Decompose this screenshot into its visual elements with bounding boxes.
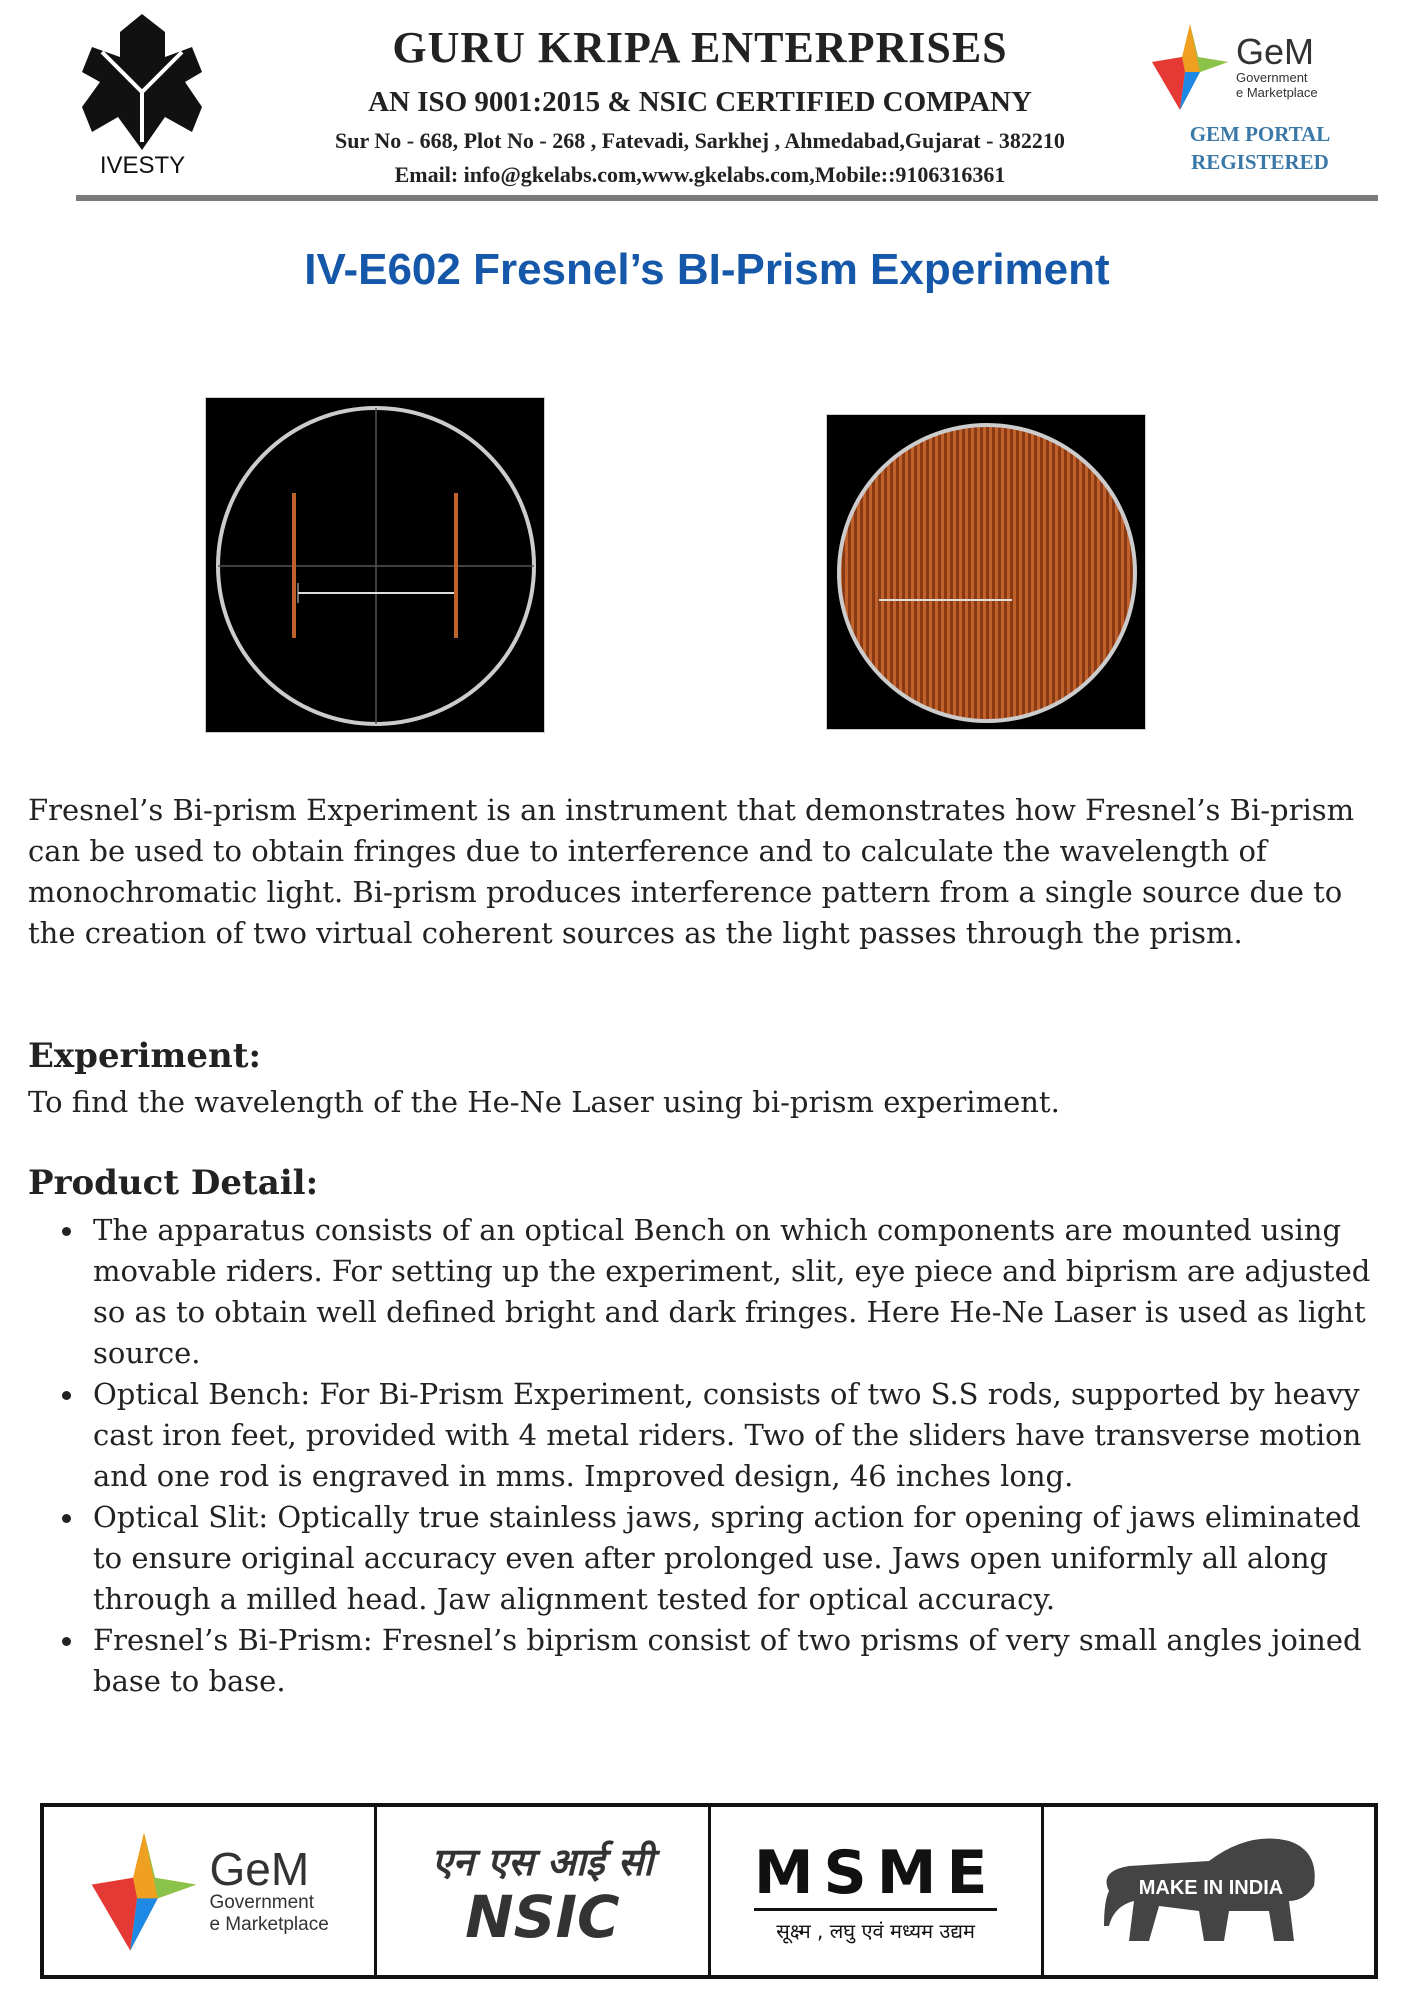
nsic-name: NSIC	[465, 1883, 620, 1951]
certification-logos	[40, 1803, 1378, 1979]
list-item: Optical Bench: For Bi-Prism Experiment, consists of two S.S rods, supported by heavy cast iron feet, provided with 4 metal riders. Two of the sliders have transverse motion and one rod is engraved in mms. Improved design, 46 inches long.	[28, 1374, 1398, 1497]
gem-registered	[1165, 120, 1355, 176]
gem-name: GeM	[1236, 31, 1315, 72]
list-item: Optical Slit: Optically true stainless jaws, spring action for opening of jaws eliminated to ensure original accuracy even after prolonged use. Jaws open uniformly all along through a milled head. Jaw alignment tested for optical accuracy.	[28, 1497, 1398, 1620]
experiment-text: To find the wavelength of the He-Ne Laser using bi-prism experiment.	[28, 1085, 1060, 1119]
gem-line1: Government	[1236, 70, 1308, 85]
gem-registered-line1: GEM PORTAL	[1189, 122, 1331, 146]
intro-paragraph: Fresnel’s Bi-prism Experiment is an instrument that demonstrates how Fresnel’s Bi-prism can be used to obtain fringes due to interference and to calculate the wavelength of monochromatic light. Bi-prism produces interference pattern from a single source due to the creation of two virtual coherent sources as the light passes through the prism.	[28, 793, 1355, 950]
nsic-hindi: एन एस आई सी	[431, 1840, 654, 1884]
experiment-heading: Experiment:	[28, 1036, 262, 1076]
gem-line1: Government	[209, 1892, 314, 1913]
msme-hindi: सूक्ष्म , लघु एवं मध्यम उद्यम	[776, 1919, 975, 1943]
product-detail-heading: Product Detail:	[28, 1163, 319, 1203]
gem-line2: e Marketplace	[209, 1914, 329, 1935]
gem-star-icon	[1150, 22, 1230, 112]
company-certification: AN ISO 9001:2015 & NSIC CERTIFIED COMPANY	[368, 86, 1032, 118]
page-title: IV-E602 Fresnel’s BI-Prism Experiment	[304, 245, 1110, 294]
gem-logo-header	[1150, 22, 1340, 112]
header-divider	[76, 195, 1378, 201]
fringe-image-pattern	[826, 414, 1146, 730]
msme-name: MSME	[754, 1838, 998, 1911]
ivesty-logo: IVESTY	[80, 12, 205, 177]
make-in-india-logo	[1044, 1807, 1374, 1975]
gem-line2: e Marketplace	[1236, 85, 1318, 100]
gem-registered-line2: REGISTERED	[1191, 150, 1329, 174]
company-address: Sur No - 668, Plot No - 268 , Fatevadi, Sarkhej , Ahmedabad,Gujarat - 382210	[335, 128, 1065, 153]
gem-star-icon	[89, 1829, 199, 1954]
list-item: The apparatus consists of an optical Bench on which components are mounted using movable riders. For setting up the experiment, slit, eye piece and biprism are adjusted so as to obtain well defined bright and dark fringes. Here He-Ne Laser is used as light source.	[28, 1210, 1398, 1374]
fringe-image-single	[205, 397, 545, 733]
product-detail-list	[28, 1210, 1398, 1702]
company-contact: Email: info@gkelabs.com,www.gkelabs.com,Mobile::9106316361	[394, 162, 1006, 187]
ivesty-logo-icon	[80, 12, 205, 152]
gem-name: GeM	[209, 1843, 310, 1895]
nsic-logo	[377, 1807, 710, 1975]
make-in-india-text: MAKE IN INDIA	[1138, 1877, 1284, 1899]
list-item: Fresnel’s Bi-Prism: Fresnel’s biprism consist of two prisms of very small angles joined base to base.	[28, 1620, 1398, 1702]
gem-logo-footer	[44, 1807, 377, 1975]
company-name: GURU KRIPA ENTERPRISES	[392, 23, 1008, 72]
msme-logo	[711, 1807, 1044, 1975]
